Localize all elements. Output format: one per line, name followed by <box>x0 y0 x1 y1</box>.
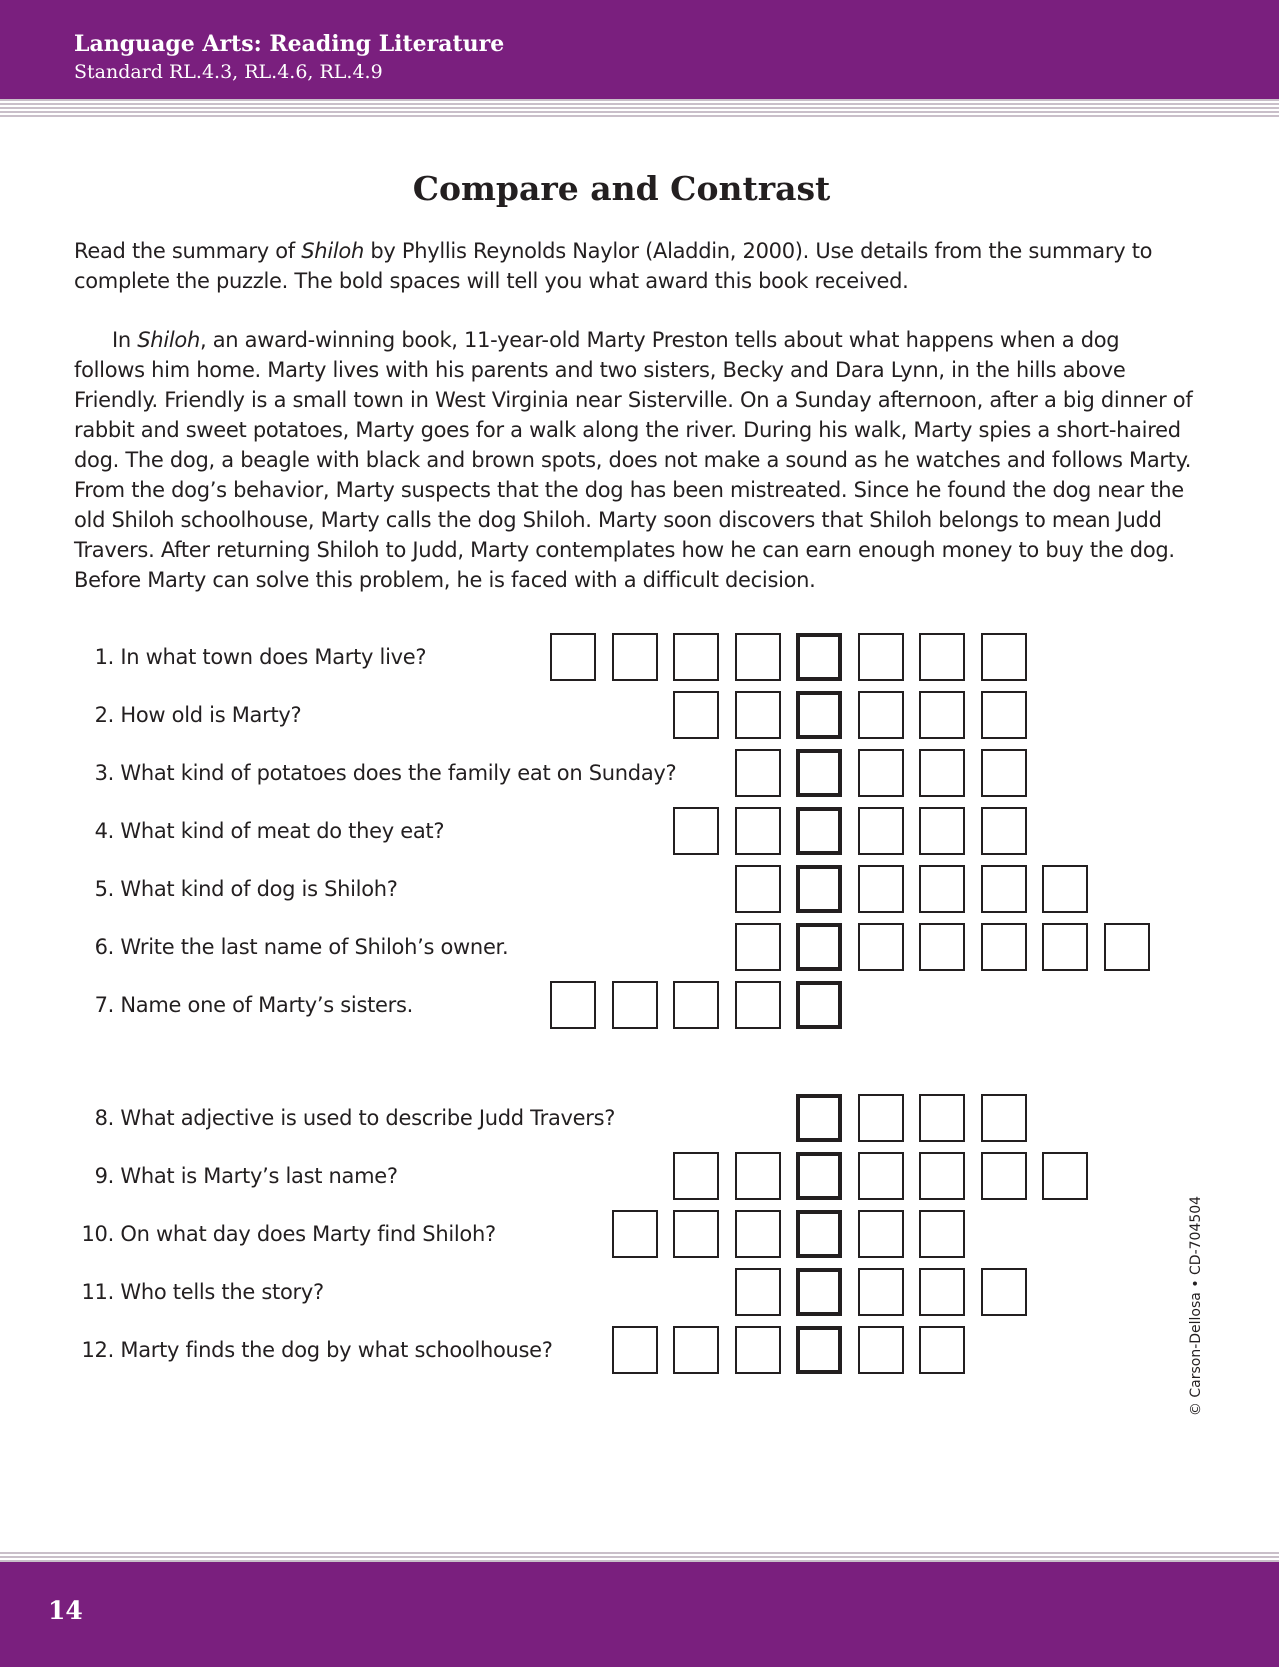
question-text: On what day does Marty find Shiloh? <box>120 1222 496 1246</box>
answer-box[interactable] <box>735 749 781 797</box>
question-5 <box>66 875 726 903</box>
answer-box[interactable] <box>673 691 719 739</box>
answer-box[interactable] <box>858 1094 904 1142</box>
header-standard: Standard RL.4.3, RL.4.6, RL.4.9 <box>74 61 383 83</box>
answer-box[interactable] <box>981 1094 1027 1142</box>
page-number: 14 <box>48 1596 83 1625</box>
answer-box[interactable] <box>673 1326 719 1374</box>
answer-box[interactable] <box>981 807 1027 855</box>
answer-box[interactable] <box>612 1326 658 1374</box>
story-summary <box>74 325 1194 595</box>
answer-box[interactable] <box>1042 1152 1088 1200</box>
answer-box[interactable] <box>981 923 1027 971</box>
answer-box[interactable] <box>735 1210 781 1258</box>
answer-box[interactable] <box>919 1326 965 1374</box>
bold-answer-box[interactable] <box>796 1152 842 1200</box>
answer-box[interactable] <box>735 1326 781 1374</box>
question-number: 4. <box>94 819 114 843</box>
question-text: Name one of Marty’s sisters. <box>120 993 413 1017</box>
answer-box[interactable] <box>919 865 965 913</box>
bold-answer-box[interactable] <box>796 923 842 971</box>
answer-box[interactable] <box>919 633 965 681</box>
answer-box[interactable] <box>735 633 781 681</box>
answer-box[interactable] <box>612 1210 658 1258</box>
answer-box[interactable] <box>981 1268 1027 1316</box>
answer-box[interactable] <box>858 923 904 971</box>
question-number: 3. <box>94 761 114 785</box>
bold-answer-box[interactable] <box>796 807 842 855</box>
question-text: What is Marty’s last name? <box>120 1164 398 1188</box>
answer-box[interactable] <box>735 1268 781 1316</box>
footer-divider <box>0 1552 1279 1562</box>
answer-box[interactable] <box>1104 923 1150 971</box>
bold-answer-box[interactable] <box>796 1326 842 1374</box>
question-number: 10. <box>81 1222 114 1246</box>
question-2 <box>66 701 726 729</box>
story-text-a: In <box>112 328 138 352</box>
question-text: What kind of meat do they eat? <box>120 819 445 843</box>
answer-box[interactable] <box>919 691 965 739</box>
bold-answer-box[interactable] <box>796 633 842 681</box>
header-subject: Language Arts: Reading Literature <box>74 31 505 57</box>
answer-box[interactable] <box>858 1152 904 1200</box>
answer-box[interactable] <box>550 981 596 1029</box>
question-text: What kind of potatoes does the family eat on Sunday? <box>120 761 677 785</box>
question-text: Who tells the story? <box>120 1280 324 1304</box>
question-text: What kind of dog is Shiloh? <box>120 877 398 901</box>
instructions-text-a: Read the summary of <box>74 239 302 263</box>
answer-box[interactable] <box>612 981 658 1029</box>
answer-box[interactable] <box>673 981 719 1029</box>
question-number: 11. <box>81 1280 114 1304</box>
question-4 <box>66 817 726 845</box>
question-text: Write the last name of Shiloh’s owner. <box>120 935 509 959</box>
question-number: 1. <box>94 645 114 669</box>
answer-box[interactable] <box>673 633 719 681</box>
copyright-text: © Carson-Dellosa • CD-704504 <box>1188 1195 1204 1417</box>
answer-box[interactable] <box>550 633 596 681</box>
question-6 <box>66 933 726 961</box>
answer-box[interactable] <box>919 749 965 797</box>
bold-answer-box[interactable] <box>796 865 842 913</box>
question-8 <box>66 1104 726 1132</box>
question-number: 6. <box>94 935 114 959</box>
answer-box[interactable] <box>858 749 904 797</box>
bold-answer-box[interactable] <box>796 691 842 739</box>
instructions <box>74 236 1194 296</box>
answer-box[interactable] <box>919 923 965 971</box>
answer-box[interactable] <box>981 1152 1027 1200</box>
answer-box[interactable] <box>981 865 1027 913</box>
question-text: How old is Marty? <box>120 703 302 727</box>
answer-box[interactable] <box>981 691 1027 739</box>
answer-box[interactable] <box>858 807 904 855</box>
answer-box[interactable] <box>858 1210 904 1258</box>
answer-box[interactable] <box>919 1152 965 1200</box>
instructions-text-b: by Phyllis Reynolds Naylor (Aladdin, 2000). Use details from the summary to complete the puzzle. The bold spaces will tell you what award this book received. <box>74 239 1153 293</box>
answer-box[interactable] <box>858 633 904 681</box>
header-band <box>0 0 1279 99</box>
answer-box[interactable] <box>981 749 1027 797</box>
book-title: Shiloh <box>301 239 364 263</box>
answer-box[interactable] <box>735 807 781 855</box>
bold-answer-box[interactable] <box>796 749 842 797</box>
answer-box[interactable] <box>735 1152 781 1200</box>
question-text: What adjective is used to describe Judd Travers? <box>120 1106 616 1130</box>
answer-box[interactable] <box>735 981 781 1029</box>
question-11 <box>66 1278 726 1306</box>
bold-answer-box[interactable] <box>796 981 842 1029</box>
answer-box[interactable] <box>673 1210 719 1258</box>
answer-box[interactable] <box>673 807 719 855</box>
bold-answer-box[interactable] <box>796 1094 842 1142</box>
answer-box[interactable] <box>919 807 965 855</box>
answer-box[interactable] <box>858 1268 904 1316</box>
question-number: 9. <box>94 1164 114 1188</box>
answer-box[interactable] <box>919 1268 965 1316</box>
page-title: Compare and Contrast <box>412 169 831 208</box>
bold-answer-box[interactable] <box>796 1268 842 1316</box>
answer-box[interactable] <box>1042 923 1088 971</box>
question-number: 5. <box>94 877 114 901</box>
question-number: 2. <box>94 703 114 727</box>
question-number: 12. <box>81 1338 114 1362</box>
answer-box[interactable] <box>735 865 781 913</box>
answer-box[interactable] <box>981 633 1027 681</box>
answer-box[interactable] <box>1042 865 1088 913</box>
answer-box[interactable] <box>919 1094 965 1142</box>
answer-box[interactable] <box>858 865 904 913</box>
answer-box[interactable] <box>735 923 781 971</box>
answer-box[interactable] <box>673 1152 719 1200</box>
bold-answer-box[interactable] <box>796 1210 842 1258</box>
story-text-b: , an award-winning book, 11-year-old Marty Preston tells about what happens when a dog follows him home. Marty lives with his parents and two sisters, Becky and Dara Lynn, in the hills above Friendly. Friendly is a small town in West Virginia near Sisterville. On a Sunday afternoon, after a big dinner of rabbit and sweet potatoes, Marty goes for a walk along the river. During his walk, Marty spies a short-haired dog. The dog, a beagle with black and brown spots, does not make a sound as he watches and follows Marty. From the dog’s behavior, Marty suspects that the dog has been mistreated. Since he found the dog near the old Shiloh schoolhouse, Marty calls the dog Shiloh. Marty soon discovers that Shiloh belongs to mean Judd Travers. After returning Shiloh to Judd, Marty contemplates how he can earn enough money to buy the dog. Before Marty can solve this problem, he is faced with a difficult decision. <box>74 328 1193 592</box>
question-text: Marty finds the dog by what schoolhouse? <box>120 1338 553 1362</box>
answer-box[interactable] <box>858 691 904 739</box>
question-3 <box>66 759 726 787</box>
footer-band <box>0 1562 1279 1667</box>
question-9 <box>66 1162 726 1190</box>
answer-box[interactable] <box>858 1326 904 1374</box>
story-book-title: Shiloh <box>137 328 200 352</box>
answer-box[interactable] <box>612 633 658 681</box>
header-divider <box>0 99 1279 117</box>
question-text: In what town does Marty live? <box>120 645 427 669</box>
question-number: 8. <box>94 1106 114 1130</box>
question-number: 7. <box>94 993 114 1017</box>
answer-box[interactable] <box>919 1210 965 1258</box>
answer-box[interactable] <box>735 691 781 739</box>
